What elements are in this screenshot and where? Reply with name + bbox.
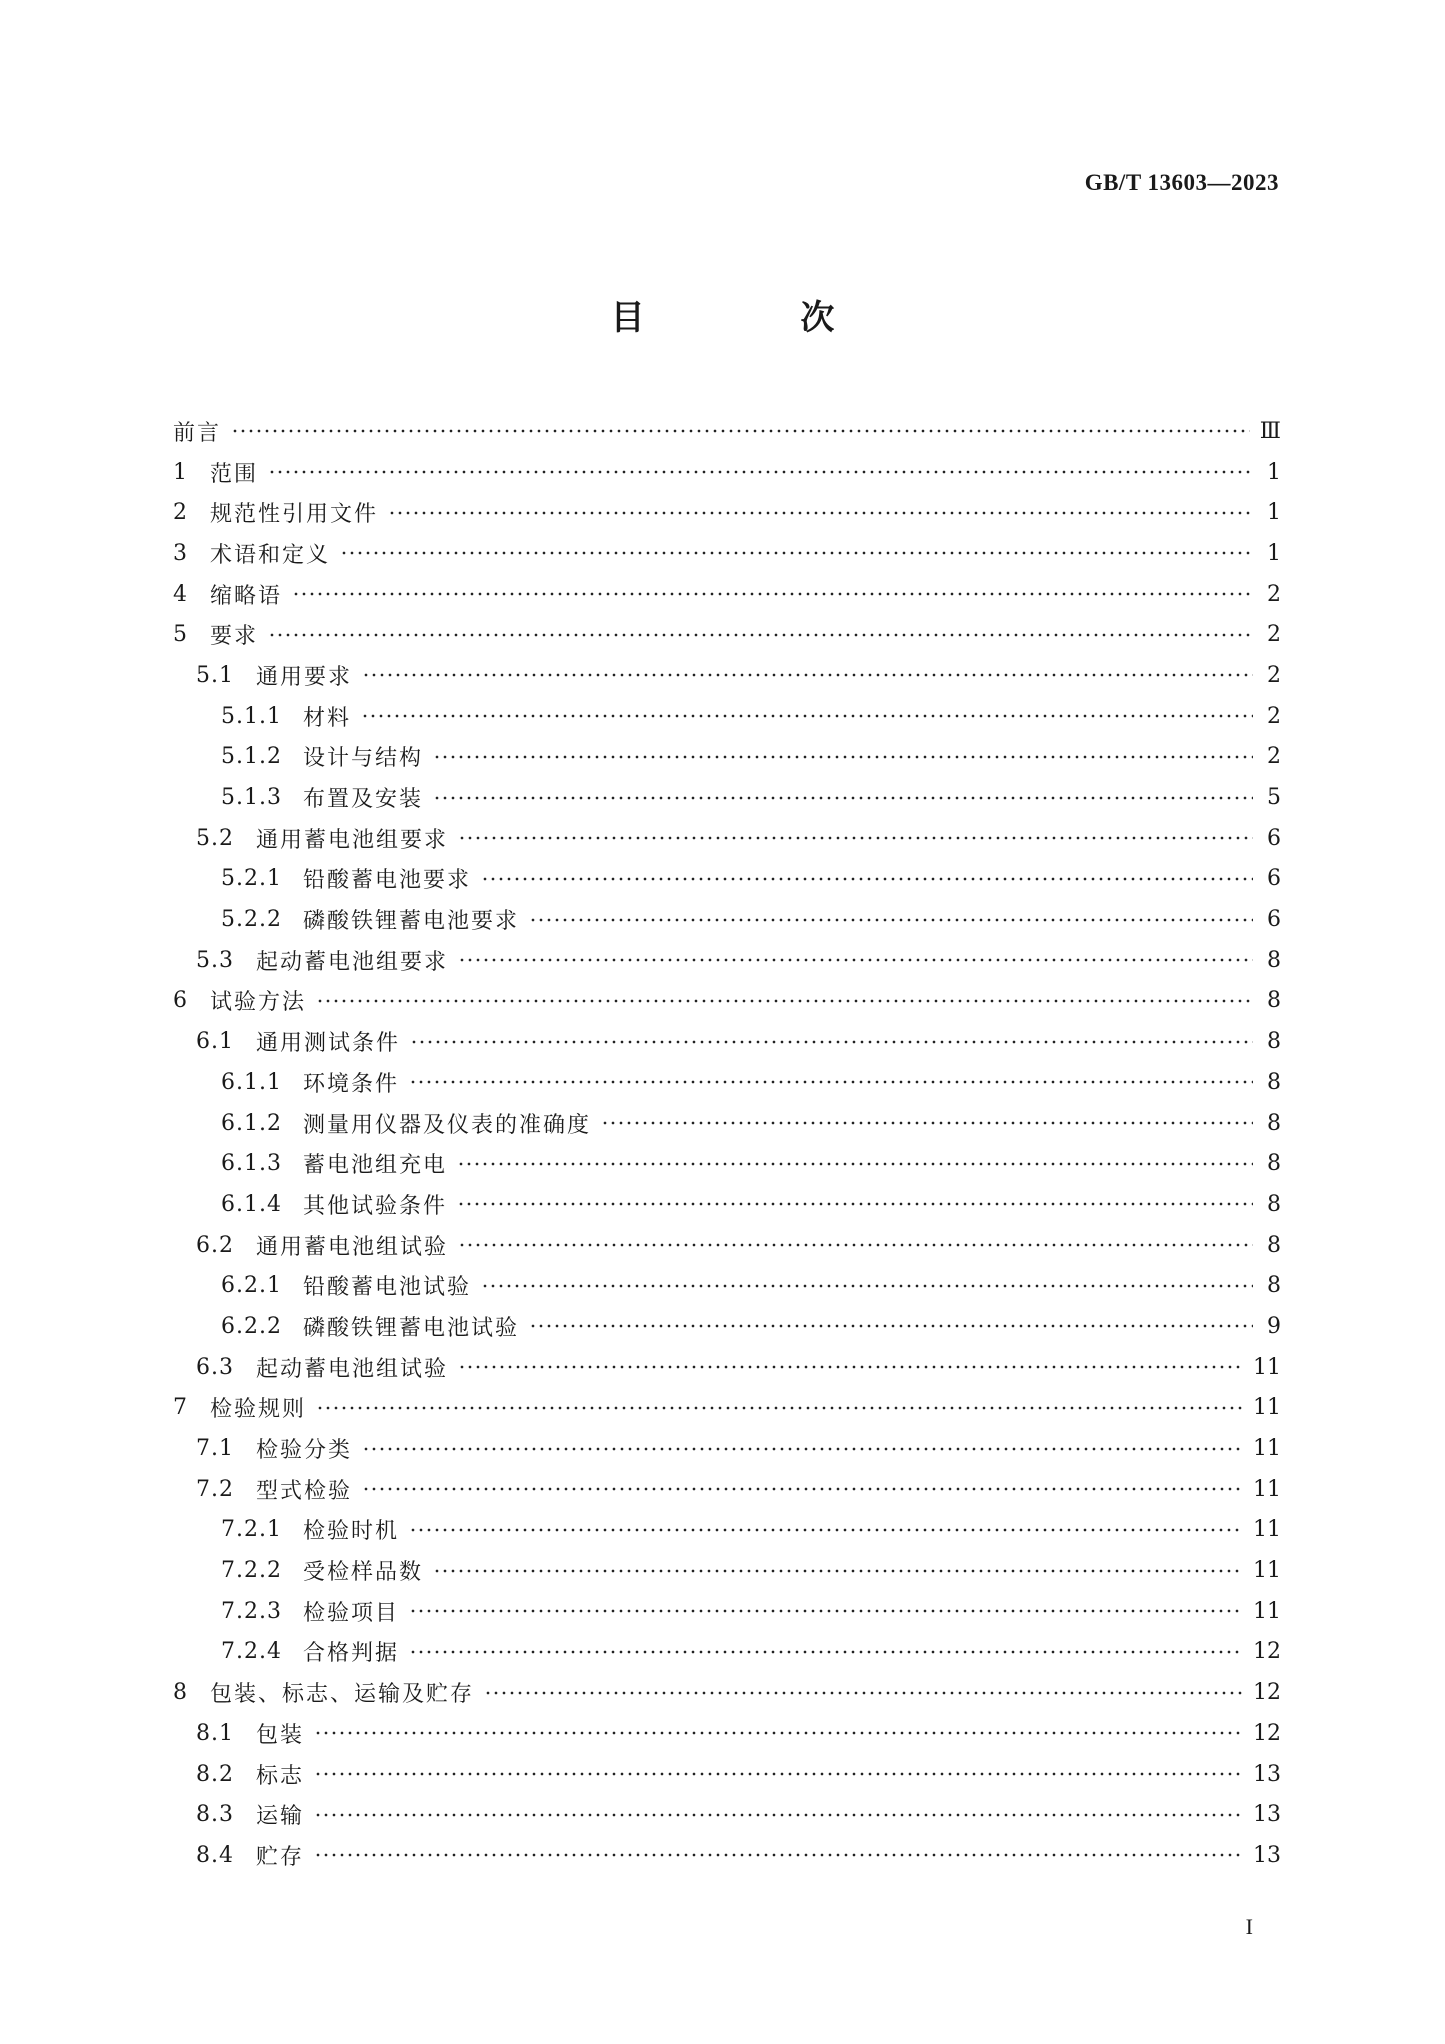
toc-entry-number: 7.1 bbox=[196, 1436, 234, 1462]
dot-leader bbox=[314, 1804, 1243, 1826]
toc-entry-label: 蓄电池组充电 bbox=[303, 1153, 448, 1179]
toc-entry-label: 规范性引用文件 bbox=[210, 502, 379, 528]
toc-entry-page: 8 bbox=[1267, 1151, 1281, 1177]
toc-entry-label: 通用测试条件 bbox=[256, 1031, 401, 1057]
toc-entry-page: 2 bbox=[1267, 581, 1281, 607]
toc-entry-number: 6.2.2 bbox=[221, 1313, 282, 1339]
toc-entry-label: 磷酸铁锂蓄电池试验 bbox=[303, 1315, 520, 1341]
dot-leader bbox=[410, 1031, 1253, 1053]
toc-entry-number: 5.2 bbox=[196, 825, 234, 851]
toc-entry[interactable] bbox=[173, 1550, 1281, 1591]
document-code: GB/T 13603—2023 bbox=[1084, 170, 1279, 195]
toc-entry-number: 8.1 bbox=[196, 1720, 234, 1746]
dot-leader bbox=[314, 1844, 1243, 1866]
dot-leader bbox=[433, 1560, 1243, 1582]
page-title: 目 次 bbox=[610, 298, 907, 338]
toc-entry[interactable] bbox=[173, 1306, 1281, 1347]
toc-entry-number: 8 bbox=[173, 1680, 188, 1706]
toc-entry-page: 1 bbox=[1267, 459, 1281, 485]
toc-entry-page: 13 bbox=[1253, 1842, 1281, 1868]
toc-entry-number: 7.2 bbox=[196, 1476, 234, 1502]
toc-entry-page: 6 bbox=[1267, 866, 1281, 892]
toc-entry-label: 检验规则 bbox=[210, 1397, 307, 1423]
toc-entry[interactable] bbox=[173, 859, 1281, 900]
toc-entry-number: 7.2.2 bbox=[221, 1558, 282, 1584]
toc-entry-label: 术语和定义 bbox=[210, 542, 331, 568]
toc-entry-page: Ⅲ bbox=[1259, 418, 1281, 444]
toc-entry-label: 试验方法 bbox=[210, 990, 307, 1016]
toc-entry-number: 6.3 bbox=[196, 1354, 234, 1380]
toc-entry-page: 2 bbox=[1267, 622, 1281, 648]
toc-entry[interactable] bbox=[173, 777, 1281, 818]
toc-entry[interactable] bbox=[173, 1428, 1281, 1469]
dot-leader bbox=[484, 1682, 1243, 1704]
toc-entry-number: 2 bbox=[173, 500, 188, 526]
toc-entry-label: 通用蓄电池组试验 bbox=[256, 1234, 449, 1260]
toc-entry-label: 要求 bbox=[210, 624, 259, 650]
toc-entry-label: 贮存 bbox=[256, 1844, 305, 1870]
toc-entry-number: 6.2.1 bbox=[221, 1273, 282, 1299]
toc-entry-page: 8 bbox=[1267, 947, 1281, 973]
dot-leader bbox=[231, 420, 1250, 442]
toc-entry-label: 磷酸铁锂蓄电池要求 bbox=[303, 909, 520, 935]
dot-leader bbox=[409, 1071, 1253, 1093]
toc-entry-number: 8.3 bbox=[196, 1802, 234, 1828]
toc-entry[interactable] bbox=[173, 1591, 1281, 1632]
toc-entry-label: 型式检验 bbox=[256, 1478, 353, 1504]
dot-leader bbox=[601, 1112, 1253, 1134]
toc-entry-number: 8.4 bbox=[196, 1842, 234, 1868]
toc-entry[interactable] bbox=[173, 614, 1281, 655]
dot-leader bbox=[433, 787, 1253, 809]
toc-entry-label: 通用要求 bbox=[256, 664, 353, 690]
toc-entry-number: 5 bbox=[173, 622, 188, 648]
toc-entry-label: 铅酸蓄电池要求 bbox=[303, 868, 472, 894]
toc-entry-page: 8 bbox=[1267, 1110, 1281, 1136]
dot-leader bbox=[457, 1153, 1253, 1175]
dot-leader bbox=[340, 542, 1253, 564]
toc-entry-number: 8.2 bbox=[196, 1761, 234, 1787]
toc-entry[interactable] bbox=[173, 1062, 1281, 1103]
toc-entry-page: 2 bbox=[1267, 703, 1281, 729]
toc-entry[interactable] bbox=[173, 981, 1281, 1022]
toc-entry-page: 8 bbox=[1267, 1191, 1281, 1217]
toc-entry-label: 起动蓄电池组要求 bbox=[256, 949, 449, 975]
toc-entry-label: 检验时机 bbox=[303, 1519, 400, 1545]
dot-leader bbox=[458, 1356, 1243, 1378]
dot-leader bbox=[388, 502, 1253, 524]
toc-entry-number: 6.1.2 bbox=[221, 1110, 282, 1136]
dot-leader bbox=[481, 868, 1253, 890]
toc-entry-label: 运输 bbox=[256, 1804, 305, 1830]
dot-leader bbox=[409, 1519, 1243, 1541]
toc-entry-page: 12 bbox=[1253, 1639, 1281, 1665]
toc-entry[interactable] bbox=[173, 1347, 1281, 1388]
toc-entry-number: 5.2.2 bbox=[221, 907, 282, 933]
toc-entry-page: 8 bbox=[1267, 988, 1281, 1014]
toc-entry-label: 通用蓄电池组要求 bbox=[256, 827, 449, 853]
dot-leader bbox=[314, 1763, 1243, 1785]
toc-entry[interactable] bbox=[173, 1632, 1281, 1673]
toc-entry-page: 13 bbox=[1253, 1761, 1281, 1787]
toc-entry-number: 6.1.1 bbox=[221, 1069, 282, 1095]
toc-entry-number: 6 bbox=[173, 988, 188, 1014]
toc-entry-page: 9 bbox=[1267, 1313, 1281, 1339]
toc-entry-label: 检验项目 bbox=[303, 1600, 400, 1626]
toc-entry-page: 13 bbox=[1253, 1802, 1281, 1828]
dot-leader bbox=[362, 664, 1253, 686]
toc-entry-label: 前言 bbox=[173, 420, 222, 446]
dot-leader bbox=[314, 1722, 1243, 1744]
toc-entry-number: 3 bbox=[173, 540, 188, 566]
toc-entry[interactable] bbox=[173, 899, 1281, 940]
toc-entry-number: 5.1.1 bbox=[221, 703, 282, 729]
dot-leader bbox=[361, 705, 1253, 727]
dot-leader bbox=[529, 1315, 1253, 1337]
dot-leader bbox=[362, 1478, 1243, 1500]
toc-entry[interactable] bbox=[173, 492, 1281, 533]
toc-entry-number: 5.2.1 bbox=[221, 866, 282, 892]
toc-entry-number: 5.1 bbox=[196, 662, 234, 688]
toc-entry[interactable] bbox=[173, 1469, 1281, 1510]
toc-entry[interactable] bbox=[173, 1388, 1281, 1429]
toc-entry[interactable] bbox=[173, 452, 1281, 493]
toc-entry-page: 11 bbox=[1253, 1476, 1281, 1502]
toc-entry[interactable] bbox=[173, 1510, 1281, 1551]
toc-entry[interactable] bbox=[173, 818, 1281, 859]
toc-entry-label: 其他试验条件 bbox=[303, 1193, 448, 1219]
dot-leader bbox=[362, 1438, 1243, 1460]
toc-entry-label: 包装、标志、运输及贮存 bbox=[210, 1682, 475, 1708]
toc-entry-page: 8 bbox=[1267, 1232, 1281, 1258]
toc-entry-number: 7.2.3 bbox=[221, 1598, 282, 1624]
toc-entry[interactable] bbox=[173, 1794, 1281, 1835]
toc-entry-label: 范围 bbox=[210, 461, 259, 487]
toc-entry[interactable] bbox=[173, 1103, 1281, 1144]
toc-entry[interactable] bbox=[173, 737, 1281, 778]
dot-leader bbox=[458, 1234, 1253, 1256]
toc-entry-label: 起动蓄电池组试验 bbox=[256, 1356, 449, 1382]
dot-leader bbox=[409, 1600, 1243, 1622]
toc-entry-page: 2 bbox=[1267, 744, 1281, 770]
dot-leader bbox=[481, 1275, 1253, 1297]
toc-entry-number: 6.1 bbox=[196, 1029, 234, 1055]
toc-entry-page: 12 bbox=[1253, 1720, 1281, 1746]
toc-entry[interactable] bbox=[173, 655, 1281, 696]
toc-entry-page: 8 bbox=[1267, 1029, 1281, 1055]
dot-leader bbox=[433, 746, 1253, 768]
toc-entry-page: 11 bbox=[1253, 1517, 1281, 1543]
toc-entry-page: 6 bbox=[1267, 825, 1281, 851]
toc-entry-label: 检验分类 bbox=[256, 1438, 353, 1464]
toc-entry-label: 环境条件 bbox=[303, 1071, 400, 1097]
page-number: I bbox=[1245, 1914, 1253, 1939]
toc-entry[interactable] bbox=[173, 940, 1281, 981]
toc-entry-label: 设计与结构 bbox=[303, 746, 424, 772]
toc-entry-number: 7.2.4 bbox=[221, 1639, 282, 1665]
toc-entry-number: 5.1.2 bbox=[221, 744, 282, 770]
toc-entry-page: 2 bbox=[1267, 662, 1281, 688]
toc-entry-label: 材料 bbox=[303, 705, 352, 731]
toc-entry[interactable] bbox=[173, 1835, 1281, 1876]
toc-entry-number: 7.2.1 bbox=[221, 1517, 282, 1543]
toc-entry[interactable] bbox=[173, 1225, 1281, 1266]
toc-entry-label: 包装 bbox=[256, 1722, 305, 1748]
toc-entry[interactable] bbox=[173, 574, 1281, 615]
dot-leader bbox=[292, 583, 1253, 605]
toc-entry-label: 标志 bbox=[256, 1763, 305, 1789]
toc-entry-page: 6 bbox=[1267, 907, 1281, 933]
toc-entry[interactable] bbox=[173, 1184, 1281, 1225]
toc-entry-number: 5.1.3 bbox=[221, 785, 282, 811]
dot-leader bbox=[316, 1397, 1243, 1419]
toc-entry-label: 铅酸蓄电池试验 bbox=[303, 1275, 472, 1301]
dot-leader bbox=[268, 461, 1253, 483]
toc-entry-page: 8 bbox=[1267, 1273, 1281, 1299]
toc-entry-page: 1 bbox=[1267, 540, 1281, 566]
toc-entry-label: 测量用仪器及仪表的准确度 bbox=[303, 1112, 592, 1138]
table-of-contents bbox=[173, 411, 1281, 1876]
dot-leader bbox=[458, 827, 1253, 849]
toc-entry-label: 受检样品数 bbox=[303, 1560, 424, 1586]
dot-leader bbox=[457, 1193, 1253, 1215]
toc-entry[interactable] bbox=[173, 1672, 1281, 1713]
toc-entry-number: 5.3 bbox=[196, 947, 234, 973]
toc-entry-page: 11 bbox=[1253, 1395, 1281, 1421]
toc-entry[interactable] bbox=[173, 533, 1281, 574]
dot-leader bbox=[316, 990, 1253, 1012]
toc-entry-label: 缩略语 bbox=[210, 583, 283, 609]
toc-entry[interactable] bbox=[173, 1021, 1281, 1062]
toc-entry[interactable] bbox=[173, 1713, 1281, 1754]
toc-entry[interactable] bbox=[173, 1265, 1281, 1306]
toc-entry-number: 7 bbox=[173, 1395, 188, 1421]
toc-entry[interactable] bbox=[173, 1754, 1281, 1795]
toc-entry-page: 11 bbox=[1253, 1436, 1281, 1462]
toc-entry-page: 8 bbox=[1267, 1069, 1281, 1095]
toc-entry-number: 6.1.4 bbox=[221, 1191, 282, 1217]
toc-entry-number: 4 bbox=[173, 581, 188, 607]
toc-entry-page: 1 bbox=[1267, 500, 1281, 526]
toc-entry-page: 11 bbox=[1253, 1558, 1281, 1584]
dot-leader bbox=[458, 949, 1253, 971]
toc-entry[interactable] bbox=[173, 1143, 1281, 1184]
dot-leader bbox=[409, 1641, 1243, 1663]
dot-leader bbox=[268, 624, 1253, 646]
dot-leader bbox=[529, 909, 1253, 931]
toc-entry-label: 布置及安装 bbox=[303, 787, 424, 813]
toc-entry-page: 12 bbox=[1253, 1680, 1281, 1706]
toc-entry-label: 合格判据 bbox=[303, 1641, 400, 1667]
toc-entry-page: 11 bbox=[1253, 1354, 1281, 1380]
toc-entry-number: 6.1.3 bbox=[221, 1151, 282, 1177]
toc-entry-page: 5 bbox=[1267, 785, 1281, 811]
toc-entry-number: 6.2 bbox=[196, 1232, 234, 1258]
toc-entry-page: 11 bbox=[1253, 1598, 1281, 1624]
toc-entry[interactable] bbox=[173, 696, 1281, 737]
toc-entry[interactable] bbox=[173, 411, 1281, 452]
toc-entry-number: 1 bbox=[173, 459, 188, 485]
